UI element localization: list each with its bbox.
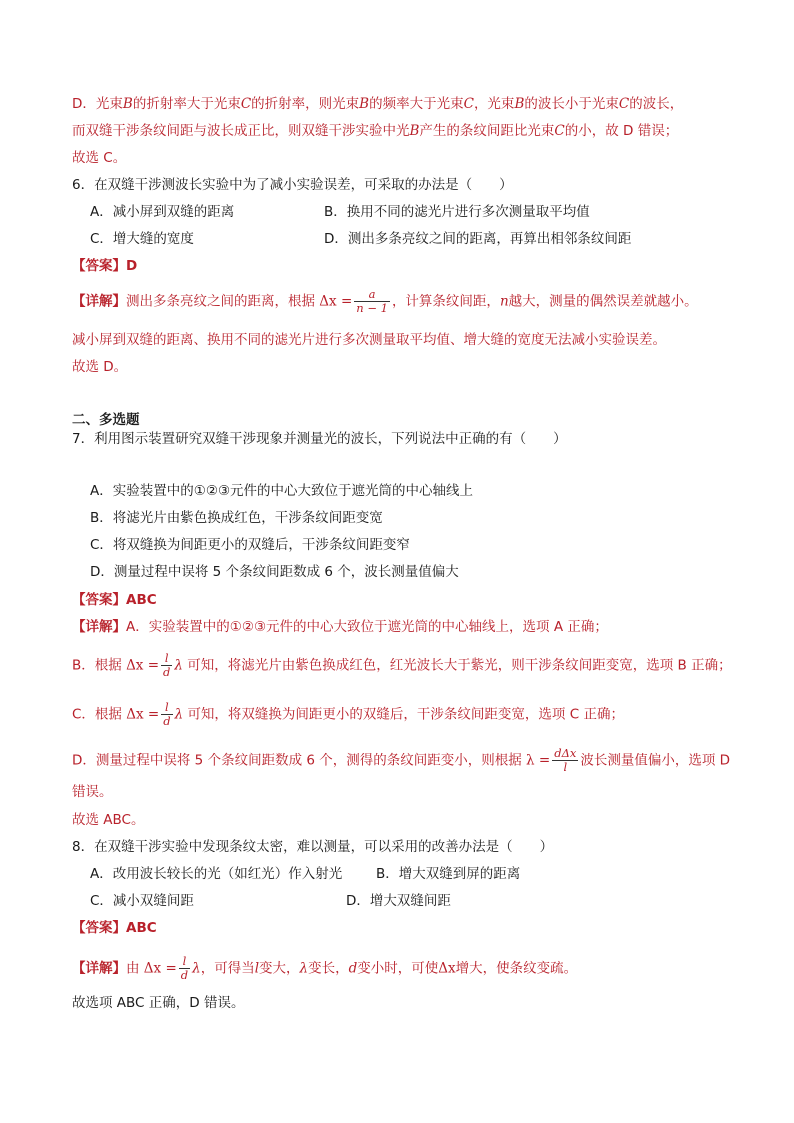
q6-option-c: C．增大缝的宽度: [90, 231, 194, 247]
q8-formula-fraction: $\frac{l}{d}$: [180, 954, 189, 982]
q6-conclusion: 故选 D。: [72, 359, 128, 375]
q6-detail-line2: 减小屏到双缝的距离、换用不同的滤光片进行多次测量取平均值、增大缝的宽度无法减小实验误差。: [72, 332, 666, 348]
q7-detail-d-tail: 错误。: [72, 784, 113, 800]
q8-option-d: D．增大双缝间距: [346, 893, 451, 909]
q8-option-a: A．改用波长较长的光（如红光）作入射光: [90, 866, 343, 882]
section-heading: 二、多选题: [72, 412, 140, 428]
q8-detail: 【详解】由 Δx = $\frac{l}{d}$ λ，可得当l变大，λ变长，d变小时，可使Δx增大，使条纹变疏。: [72, 954, 578, 982]
q7-detail-d: D．测量过程中误将 5 个条纹间距数成 6 个，测得的条纹间距变小，则根据 λ = $\frac{\text{dΔx}}{l}$ 波长测量值偏小，选项 D: [72, 746, 731, 774]
q7-detail-c: C．根据 Δx = $\frac{l}{d}$ λ 可知，将双缝换为间距更小的双缝后，干涉条纹间距变宽，选项 C 正确；: [72, 700, 624, 728]
q8-option-c: C．减小双缝间距: [90, 893, 194, 909]
q6-option-a: A．减小屏到双缝的距离: [90, 204, 235, 220]
q7-conclusion: 故选 ABC。: [72, 812, 145, 828]
q7-option-b: B．将滤光片由紫色换成红色，干涉条纹间距变宽: [90, 510, 383, 526]
q6-option-d: D．测出多条亮纹之间的距离，再算出相邻条纹间距: [324, 231, 632, 247]
q6-answer: 【答案】D: [72, 258, 138, 274]
q7-c-formula-fraction: $\frac{l}{d}$: [163, 700, 171, 728]
q8-option-b: B．增大双缝到屏的距离: [376, 866, 521, 882]
q7-answer: 【答案】ABC: [72, 592, 157, 608]
q5-option-d-line1: D．光束B的折射率大于光束C的折射率，则光束B的频率大于光束C，光束B的波长小于光束C的波长，: [72, 96, 684, 112]
q7-option-c: C．将双缝换为间距更小的双缝后，干涉条纹间距变窄: [90, 537, 410, 553]
q6-formula-fraction: $\frac{a}{n - 1}$: [356, 287, 388, 315]
q6-detail: 【详解】测出多条亮纹之间的距离，根据 Δx = $\frac{a}{n - 1}$ ，计算条纹间距，n越大，测量的偶然误差就越小。: [72, 287, 698, 315]
q7-detail-a: 【详解】A．实验装置中的①②③元件的中心大致位于遮光筒的中心轴线上，选项 A 正确；: [72, 619, 608, 635]
q7-option-d: D．测量过程中误将 5 个条纹间距数成 6 个，波长测量值偏大: [90, 564, 459, 580]
q6-stem: 6．在双缝干涉测波长实验中为了减小实验误差，可采取的办法是（ ）: [72, 177, 513, 193]
q7-d-formula-fraction: $\frac{\text{dΔx}}{l}$: [554, 746, 577, 774]
q8-stem: 8．在双缝干涉实验中发现条纹太密，难以测量，可以采用的改善办法是（ ）: [72, 839, 554, 855]
q8-conclusion: 故选项 ABC 正确，D 错误。: [72, 995, 245, 1011]
q5-conclusion: 故选 C。: [72, 150, 127, 166]
q7-option-a: A．实验装置中的①②③元件的中心大致位于遮光筒的中心轴线上: [90, 483, 474, 499]
q7-b-formula-fraction: $\frac{l}{d}$: [163, 651, 171, 679]
q7-detail-b: B．根据 Δx = $\frac{l}{d}$ λ 可知，将滤光片由紫色换成红色，红光波长大于紫光，则干涉条纹间距变宽，选项 B 正确；: [72, 651, 732, 679]
q5-option-d-line2: 而双缝干涉条纹间距与波长成正比，则双缝干涉实验中光B产生的条纹间距比光束C的小，故 D 错误；: [72, 123, 679, 139]
q7-stem: 7．利用图示装置研究双缝干涉现象并测量光的波长，下列说法中正确的有（ ）: [72, 431, 567, 447]
q6-option-b: B．换用不同的滤光片进行多次测量取平均值: [324, 204, 590, 220]
q8-answer: 【答案】ABC: [72, 920, 157, 936]
